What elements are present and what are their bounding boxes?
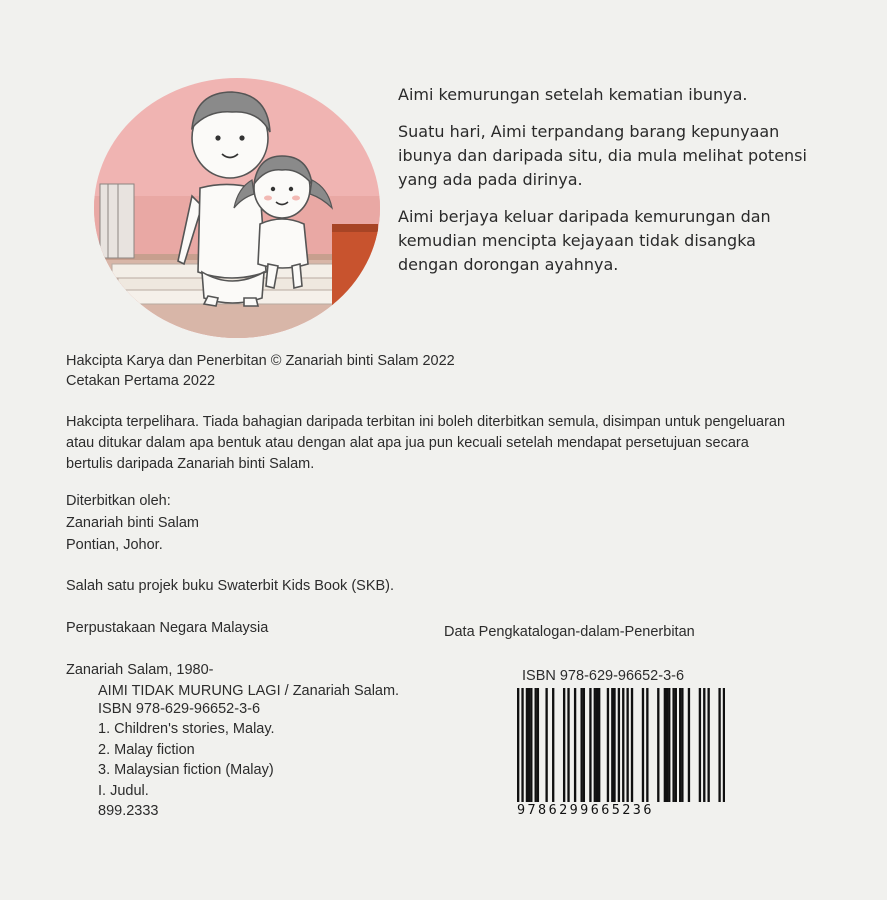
barcode-bar [679,688,681,802]
publisher-label: Diterbitkan oleh: [66,493,171,509]
catalog-subject-2: 2. Malay fiction [98,742,195,758]
barcode-bar [646,688,648,802]
barcode-bar [688,688,690,802]
barcode-bar [642,688,644,802]
barcode-bar [666,688,668,802]
library-name: Perpustakaan Negara Malaysia [66,620,269,636]
publisher-name: Zanariah binti Salam [66,515,199,531]
barcode-bar [589,688,591,802]
barcode-bar [526,688,528,802]
edition-line: Cetakan Pertama 2022 [66,373,216,389]
barcode-bar [611,688,613,802]
barcode-bar [718,688,720,802]
barcode-bar [563,688,565,802]
barcode-digits: 9786299665236 [517,802,654,818]
barcode-bar [626,688,628,802]
barcode-bar [574,688,576,802]
catalog-isbn: ISBN 978-629-96652-3-6 [98,701,261,717]
barcode-bar [703,688,705,802]
barcode-bar [681,688,683,802]
barcode-bar [664,688,666,802]
blurb-paragraph-3: Aimi berjaya keluar daripada kemurungan dan kemudian mencipta kejayaan tidak disangka dengan dorongan ayahnya. [398,207,771,274]
barcode-isbn-label: ISBN 978-629-96652-3-6 [522,668,685,684]
catalog-class-number: 899.2333 [98,803,159,819]
rights-notice: Hakcipta terpelihara. Tiada bahagian daripada terbitan ini boleh diterbitkan semula, disimpan untuk pengeluaran atau ditukar dalam apa bentuk atau dengan alat apa jua pun kecuali setelah mendapat persetujuan secara bertulis daripada Zanariah binti Salam. [66,414,786,472]
catalog-title: AIMI TIDAK MURUNG LAGI / Zanariah Salam. [98,683,400,699]
cover-illustration [92,76,382,340]
copyright-line: Hakcipta Karya dan Penerbitan © Zanariah binti Salam 2022 [66,353,455,369]
barcode-bar [607,688,609,802]
barcode-bar [707,688,709,802]
catalog-subject-3: 3. Malaysian fiction (Malay) [98,762,274,778]
back-cover-blurb [398,83,818,290]
barcode-bar [528,688,530,802]
barcode-bar [613,688,615,802]
blurb-paragraph-2: Suatu hari, Aimi terpandang barang kepunyaan ibunya dan daripada situ, dia mula melihat potensi yang ada pada dirinya. [398,122,807,189]
barcode-bar [675,688,677,802]
barcode-bar [668,688,670,802]
blurb-paragraph-1: Aimi kemurungan setelah kematian ibunya. [398,85,748,104]
catalog-subject-1: 1. Children's stories, Malay. [98,721,275,737]
barcode-bar [622,688,624,802]
barcode-bar [545,688,547,802]
catalog-subject-4: I. Judul. [98,783,149,799]
barcode-bar [583,688,585,802]
barcode-bar [596,688,598,802]
barcode-bar [535,688,537,802]
barcode-bar [552,688,554,802]
barcode-bar [580,688,582,802]
barcode-bar [517,688,519,802]
isbn-barcode [517,688,725,802]
catalog-author: Zanariah Salam, 1980- [66,662,214,678]
barcode-bar [598,688,600,802]
publisher-place: Pontian, Johor. [66,537,163,553]
barcode-bar [567,688,569,802]
barcode-bar [672,688,674,802]
barcode-bar [594,688,596,802]
barcode-bar [537,688,539,802]
barcode-bar [699,688,701,802]
barcode-bar [657,688,659,802]
barcode-bar [631,688,633,802]
barcode-bar [723,688,725,802]
barcode-bar [530,688,532,802]
cip-heading: Data Pengkatalogan-dalam-Penerbitan [444,624,695,640]
barcode-bar [521,688,523,802]
barcode-bar [618,688,620,802]
project-note: Salah satu projek buku Swaterbit Kids Book (SKB). [66,578,395,594]
